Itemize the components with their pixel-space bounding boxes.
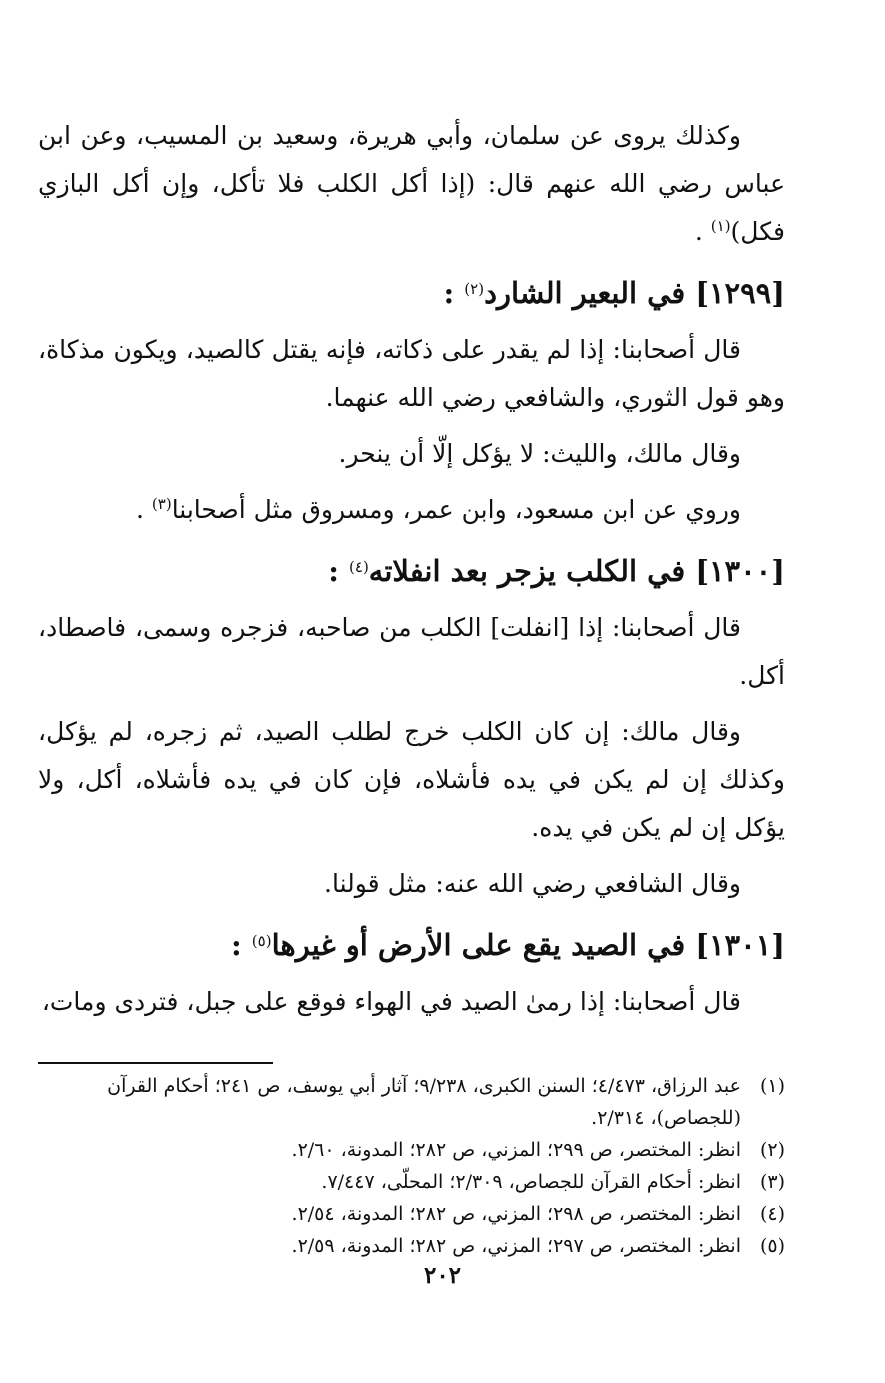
footnote-ref[interactable]: (٢)	[464, 280, 485, 298]
paragraph: قال أصحابنا: إذا لم يقدر على ذكاته، فإنه يقتل كالصيد، ويكون مذكاة، وهو قول الثوري، والشافعي رضي الله عنهما.	[38, 335, 785, 412]
paragraph: وقال مالك، والليث: لا يؤكل إلّا أن ينحر.	[338, 439, 741, 468]
section-title: في الصيد يقع على الأرض أو غيرها	[271, 928, 686, 962]
paragraph: قال أصحابنا: إذا [انفلت] الكلب من صاحبه، فزجره وسمى، فاصطاد، أكل.	[38, 613, 785, 690]
footnote-number: (٥)	[759, 1235, 785, 1257]
section-title: في الكلب يزجر بعد انفلاته	[368, 554, 686, 588]
footnote: (٢)انظر: المختصر، ص ٢٩٩؛ المزني، ص ٢٨٢؛ المدونة، ٢/٦٠.	[38, 1134, 785, 1166]
paragraph: قال أصحابنا: إذا رمىٰ الصيد في الهواء فوقع على جبل، فتردى ومات،	[41, 987, 741, 1016]
section-heading-1300: [١٣٠٠]في الكلب يزجر بعد انفلاته$^{(٤)}$ :	[328, 554, 785, 588]
footnote-divider	[38, 1062, 273, 1064]
footnote: (٥)انظر: المختصر، ص ٢٩٧؛ المزني، ص ٢٨٢؛ المدونة، ٢/٥٩.	[38, 1230, 785, 1262]
intro-text: وكذلك يروى عن سلمان، وأبي هريرة، وسعيد بن المسيب، وعن ابن عباس رضي الله عنهم قال: (إذا أكل الكلب فلا تأكل، وإن أكل البازي فكل)	[38, 121, 785, 246]
footnote-number: (٣)	[759, 1171, 785, 1193]
section-number: [١٣٠٠]	[695, 554, 785, 588]
section-title: في البعير الشارد	[484, 276, 686, 310]
footnote-ref[interactable]: (٥)	[251, 932, 272, 950]
footnote-ref[interactable]: (١)	[710, 217, 731, 235]
paragraph: وقال مالك: إن كان الكلب خرج لطلب الصيد، ثم زجره، لم يؤكل، وكذلك إن لم يكن في يده فأشلاه، فإن كان في يده فأشلاه، أكل، ولا يؤكل إن لم يكن في يده.	[38, 717, 785, 842]
footnote: (١)عبد الرزاق، ٤/٤٧٣؛ السنن الكبرى، ٩/٢٣٨؛ آثار أبي يوسف، ص ٢٤١؛ أحكام القرآن (للجصاص)، ٢/٣١٤.	[38, 1070, 785, 1134]
section-heading-1301: [١٣٠١]في الصيد يقع على الأرض أو غيرها$^{(٥)}$ :	[230, 928, 785, 962]
footnote: (٣)انظر: أحكام القرآن للجصاص، ٢/٣٠٩؛ المحلّى، ٧/٤٤٧.	[38, 1166, 785, 1198]
section-number: [١٢٩٩]	[695, 276, 785, 310]
paragraph: وقال الشافعي رضي الله عنه: مثل قولنا.	[324, 869, 741, 898]
section-number: [١٣٠١]	[695, 928, 785, 962]
footnote-ref[interactable]: (٣)	[151, 495, 172, 513]
footnote: (٤)انظر: المختصر، ص ٢٩٨؛ المزني، ص ٢٨٢؛ المدونة، ٢/٥٤.	[38, 1198, 785, 1230]
page-number: ٢٠٢	[423, 1262, 462, 1289]
footnote-number: (١)	[759, 1075, 785, 1097]
footnote-number: (٢)	[759, 1139, 785, 1161]
footnotes	[38, 1070, 785, 1262]
paragraph: وروي عن ابن مسعود، وابن عمر، ومسروق مثل أصحابنا$^{(٣)}$ .	[136, 495, 741, 524]
footnote-ref[interactable]: (٤)	[349, 558, 369, 576]
section-heading-1299: [١٢٩٩]في البعير الشارد$^{(٢)}$ :	[443, 276, 785, 310]
footnote-number: (٤)	[759, 1203, 785, 1225]
intro-paragraph: وكذلك يروى عن سلمان، وأبي هريرة، وسعيد بن المسيب، وعن ابن عباس رضي الله عنهم قال: (إذا أكل الكلب فلا تأكل، وإن أكل البازي فكل)$^{(١)}$ .	[38, 121, 785, 246]
